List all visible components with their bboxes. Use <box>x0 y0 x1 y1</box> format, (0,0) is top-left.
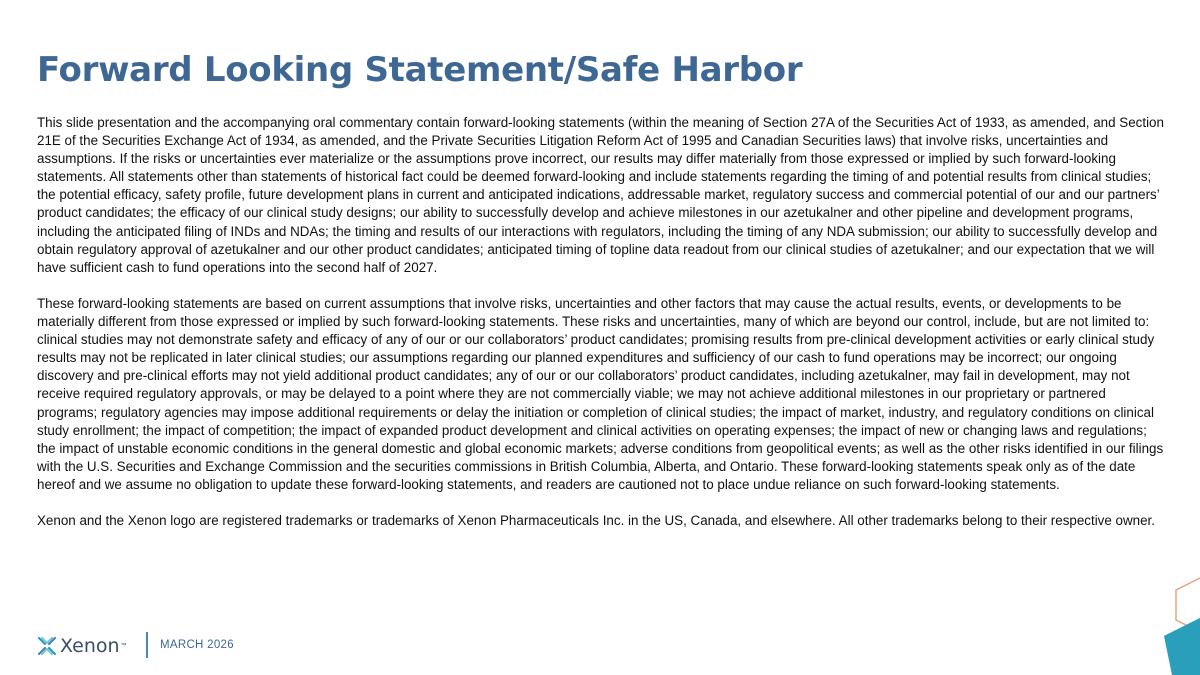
xenon-logo <box>36 634 136 658</box>
logo-wordmark: Xenon <box>60 635 120 657</box>
page-number: 3 <box>1145 636 1155 653</box>
logo-trademark: ™ <box>120 643 127 649</box>
paragraph-forward-looking: This slide presentation and the accompanying oral commentary contain forward-looking statements (within the meaning of Section 27A of the Securities Act of 1933, as amended, and Section 21E of the Securities Exchange Act of 1934, as amended, and the Private Securities Litigation Reform Act of 1995 and Canadian Securities laws) that involve risks, uncertainties and assumptions. If the risks or uncertainties ever materialize or the assumptions prove incorrect, our results may differ materially from those expressed or implied by such forward-looking statements. All statements other than statements of historical fact could be deemed forward-looking and include statements regarding the timing of and potential results from clinical studies; the potential efficacy, safety profile, future development plans in current and anticipated indications, addressable market, regulatory success and commercial potential of our and our partners’ product candidates; the efficacy of our clinical study designs; our ability to successfully develop and achieve milestones in our azetukalner and other pipeline and development programs, including the anticipated filing of INDs and NDAs; the timing and results of our interactions with regulators, including the timing of any NDA submission; our ability to successfully develop and obtain regulatory approval of azetukalner and our other product candidates; anticipated timing of topline data readout from our clinical studies of azetukalner; and our expectation that we will have sufficient cash to fund operations into the second half of 2027. <box>37 115 1164 275</box>
corner-hexagon-decoration <box>1140 560 1200 675</box>
paragraph-risks: These forward-looking statements are based on current assumptions that involve risks, uncertainties and other factors that may cause the actual results, events, or developments to be materially different from those expressed or implied by such forward-looking statements. These risks and uncertainties, many of which are beyond our control, include, but are not limited to: clinical studies may not demonstrate safety and efficacy of any of our or our collaborators’ product candidates; promising results from pre-clinical development activities or early clinical study results may not be replicated in later clinical studies; our assumptions regarding our planned expenditures and sufficiency of our cash to fund operations may be incorrect; our ongoing discovery and pre-clinical efforts may not yield additional product candidates; any of our or our collaborators’ product candidates, including azetukalner, may fail in development, may not receive required regulatory approvals, or may be delayed to a point where they are not commercially viable; we may not achieve additional milestones in our proprietary or partnered programs; regulatory agencies may impose additional requirements or delay the initiation or completion of clinical studies; the impact of market, industry, and regulatory conditions on clinical study enrollment; the impact of competition; the impact of expanded product development and clinical activities on operating expenses; the impact of new or changing laws and regulations; the impact of unstable economic conditions in the general domestic and global economic markets; adverse conditions from geopolitical events; as well as the other risks identified in our filings with the U.S. Securities and Exchange Commission and the securities commissions in British Columbia, Alberta, and Ontario. These forward-looking statements speak only as of the date hereof and we assume no obligation to update these forward-looking statements, and readers are cautioned not to place undue reliance on such forward-looking statements. <box>37 295 1164 492</box>
disclaimer-body <box>37 114 1167 548</box>
slide-title: Forward Looking Statement/Safe Harbor <box>37 50 803 90</box>
footer-divider <box>146 632 148 658</box>
footer-date: MARCH 2026 <box>160 639 234 651</box>
paragraph-trademarks: Xenon and the Xenon logo are registered trademarks or trademarks of Xenon Pharmaceuticals Inc. in the US, Canada, and elsewhere. All other trademarks belong to their respective owner. <box>37 513 1155 529</box>
xenon-x-logo-icon <box>36 635 58 657</box>
